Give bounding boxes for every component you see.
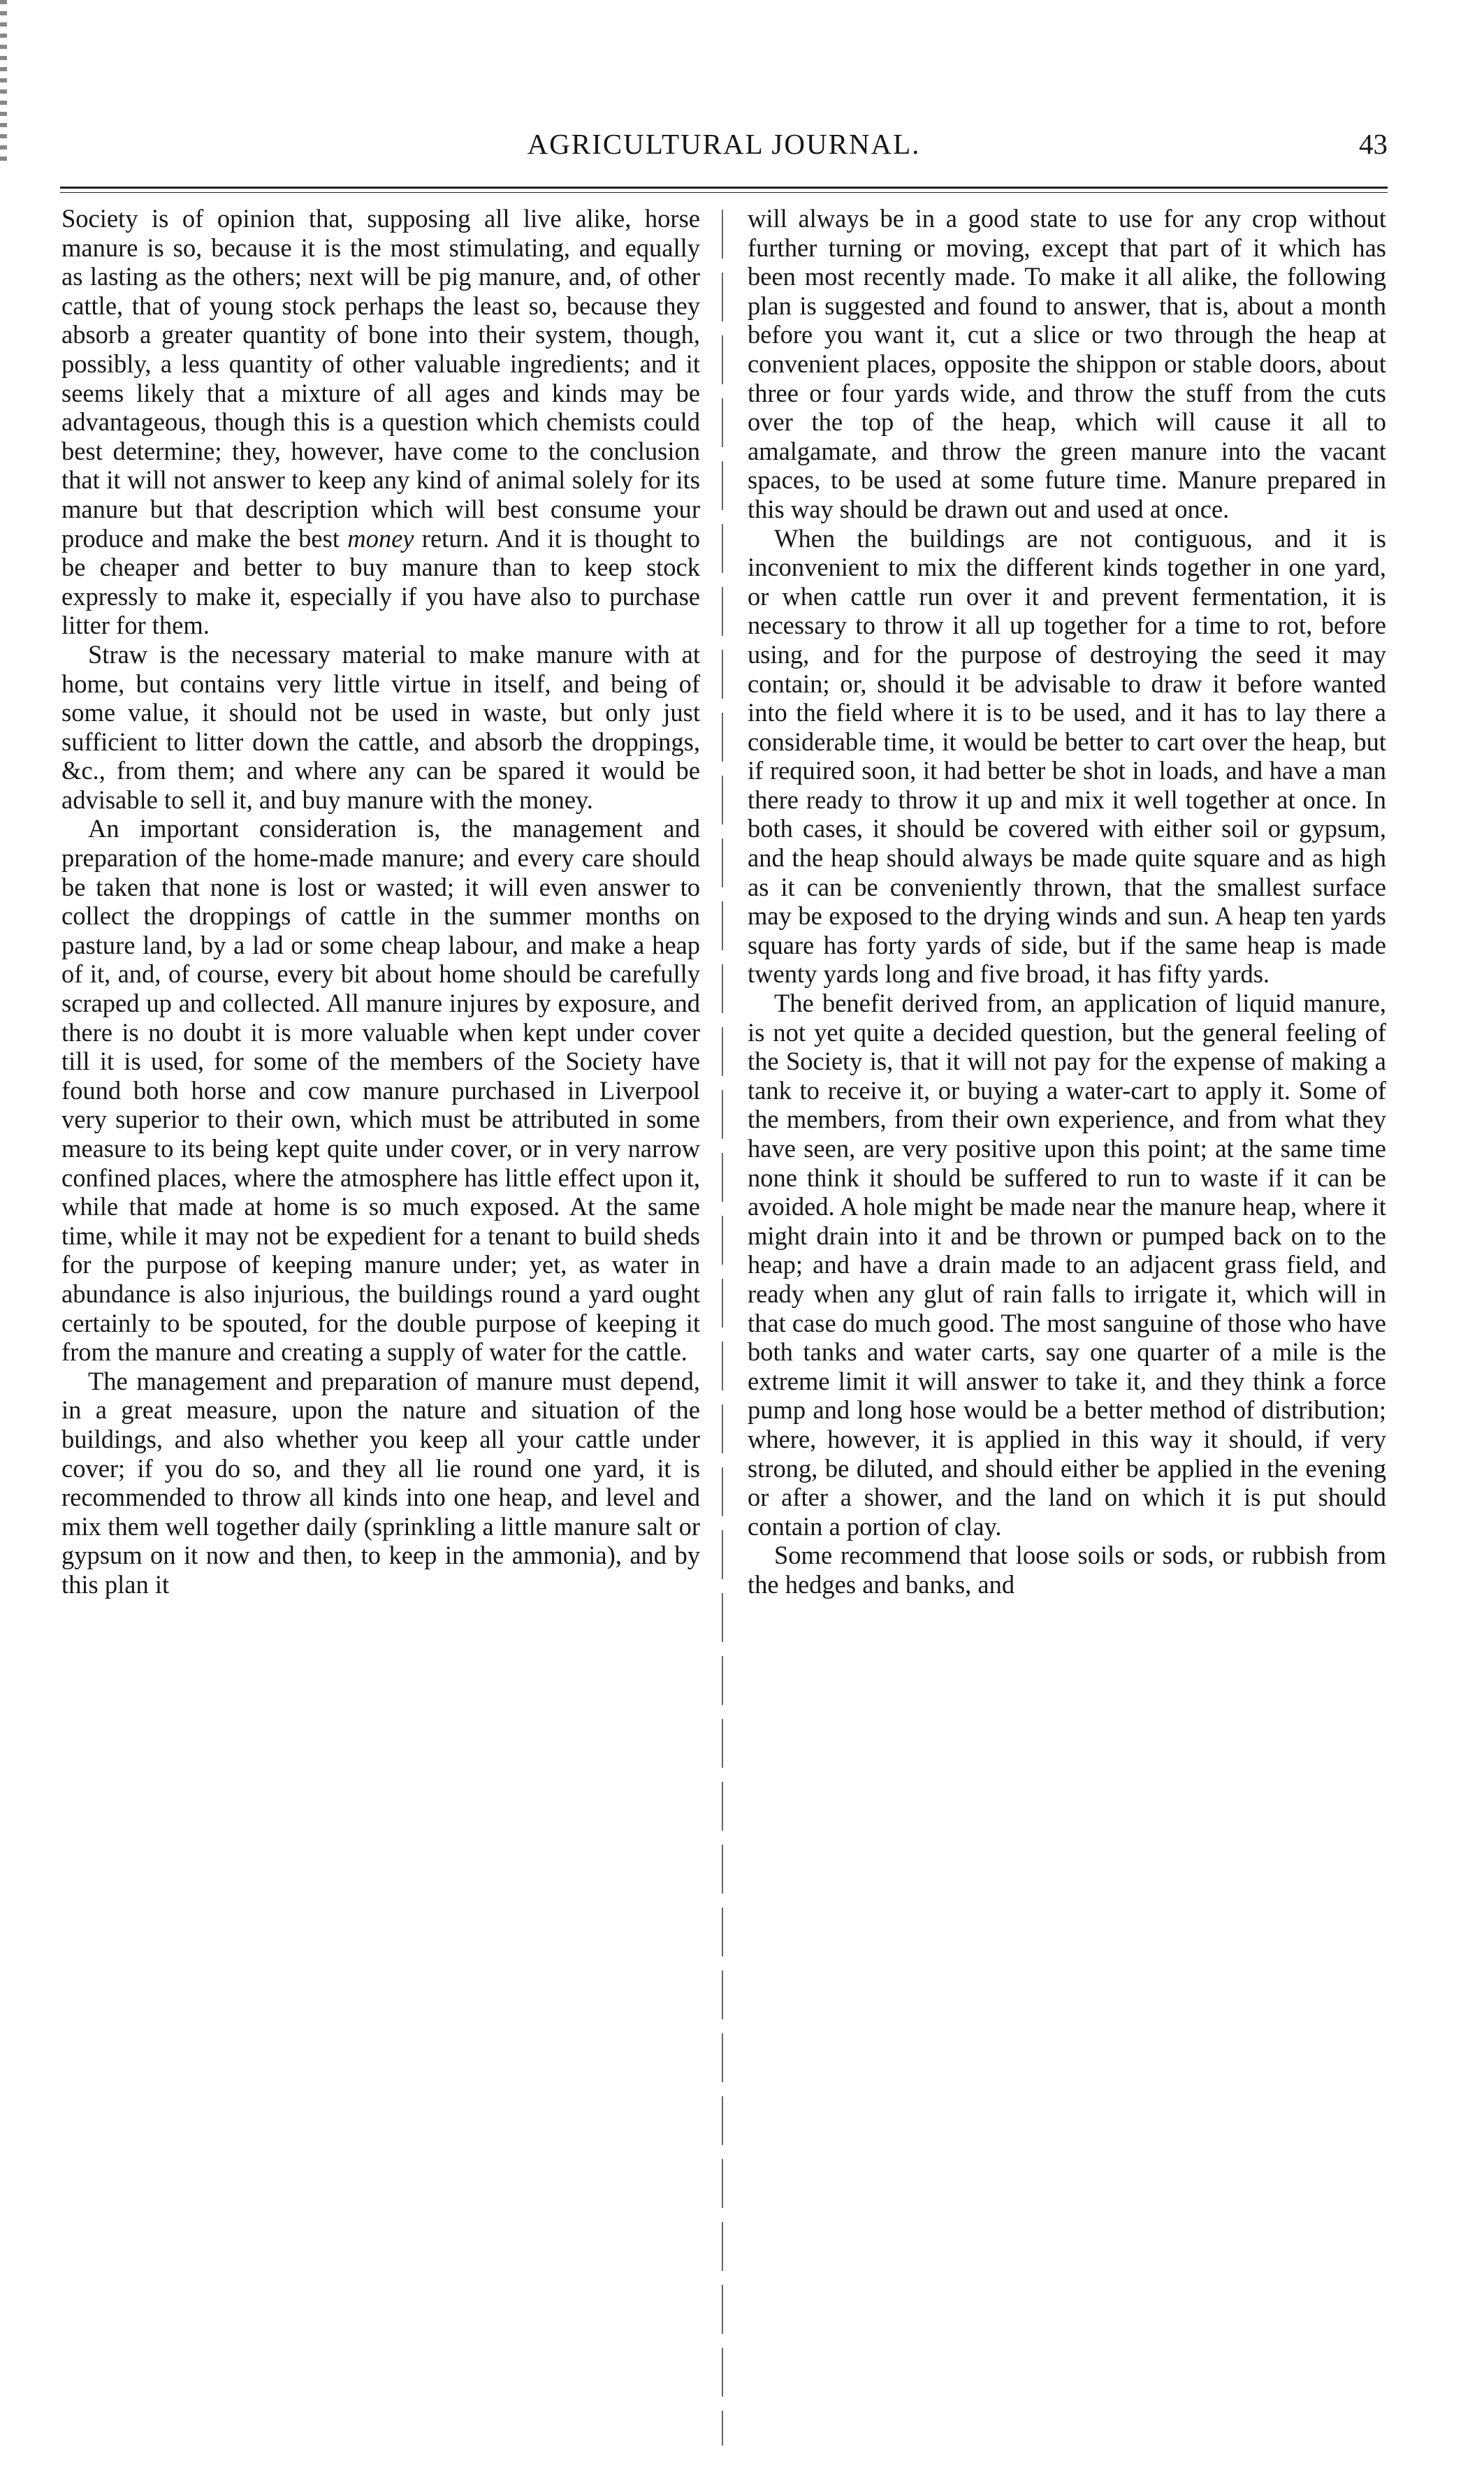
running-title: AGRICULTURAL JOURNAL. <box>527 128 921 160</box>
left-column <box>61 204 700 2468</box>
paragraph: The benefit derived from, an application of liquid manure, is not yet quite a decided question, but the general feeling of the Society is, that it will not pay for the expense of making a tank to receive it, or buying a water-cart to apply it. Some of the members, from their own experience, and from what they have seen, are very positive upon this point; at the same time none think it should be suffered to run to waste if it can be avoided. A hole might be made near the manure heap, where it might drain into it and be thrown or pumped back on to the heap; and have a drain made to an adjacent grass field, and ready when any glut of rain falls to irrigate it, which will in that case do much good. The most sanguine of those who have both tanks and water carts, say one quarter of a mile is the extreme limit it will answer to take it, and they think a force pump and long hose would be a better method of distribution; where, however, it is applied in this way it should, if very strong, be diluted, and should either be applied in the evening or after a shower, and the land on which it is put should contain a portion of clay. <box>748 989 1386 1541</box>
emphasized-word: money <box>347 523 414 553</box>
paragraph <box>61 204 700 640</box>
header-rule <box>60 187 1388 189</box>
paragraph-text: Society is of opinion that, supposing all live alike, horse manure is so, because it is the most stimulating, and equally as lasting as the others; next will be pig manure, and, of other cattle, that of young stock perhaps the least so, because they absorb a greater quantity of bone into their system, though, possibly, a less quantity of other valuable ingredients; and it seems likely that a mixture of all ages and kinds may be advantageous, though this is a question which chemists could best determine; they, however, have come to the conclusion that it will not answer to keep any kind of animal solely for its manure but that description which will best consume your produce and make the best <box>61 204 700 553</box>
binding-edge-mark <box>0 0 7 161</box>
paragraph: When the buildings are not contiguous, and it is inconvenient to mix the different kinds together in one yard, or when cattle run over it and prevent fermentation, it is necessary to throw it all up together for a time to rot, before using, and for the purpose of destroying the seed it may contain; or, should it be advisable to draw it before wanted into the field where it is to be used, and it has to lay there a considerable time, it would be better to cart over the heap, but if required soon, it had better be shot in loads, and have a man there ready to throw it up and mix it well together at once. In both cases, it should be covered with either soil or gypsum, and the heap should always be made quite square and as high as it can be conveniently thrown, that the smallest surface may be exposed to the drying winds and sun. A heap ten yards square has forty yards of side, but if the same heap is made twenty yards long and five broad, it has fifty yards. <box>748 523 1386 989</box>
paragraph-text: return. And it is thought to be cheaper and better to buy manure than to keep stock expressly to make it, especially if you have also to purchase litter for them. <box>61 523 700 640</box>
right-column <box>748 204 1386 2468</box>
column-divider <box>722 210 723 2446</box>
paragraph: An important consideration is, the management and preparation of the home-made manure; and every care should be taken that none is lost or wasted; it will even answer to collect the droppings of cattle in the summer months on pasture land, by a lad or some cheap labour, and make a heap of it, and, of course, every bit about home should be carefully scraped up and collected. All manure injures by exposure, and there is no doubt it is more valuable when kept under cover till it is used, for some of the members of the Society have found both horse and cow manure purchased in Liverpool very superior to their own, which must be attributed in some measure to its being kept quite under cover, or in very narrow confined places, where the atmosphere has little effect upon it, while that made at home is so much exposed. At the same time, while it may not be expedient for a tenant to build sheds for the purpose of keeping manure under; yet, as water in abundance is also injurious, the buildings round a yard ought certainly to be spouted, for the double purpose of keeping it from the manure and creating a supply of water for the cattle. <box>61 814 700 1367</box>
paragraph: The management and preparation of manure must depend, in a great measure, upon the nature and situation of the buildings, and also whether you keep all your cattle under cover; if you do so, and they all lie round one yard, it is recommended to throw all kinds into one heap, and level and mix them well together daily (sprinkling a little manure salt or gypsum on it now and then, to keep in the ammonia), and by this plan it <box>61 1366 700 1599</box>
paragraph: will always be in a good state to use for any crop without further turning or moving, except that part of it which has been most recently made. To make it all alike, the following plan is suggested and found to answer, that is, about a month before you want it, cut a slice or two through the heap at convenient places, opposite the shippon or stable doors, about three or four yards wide, and throw the stuff from the cuts over the top of the heap, which will cause it all to amalgamate, and throw the green manure into the vacant spaces, to be used at some future time. Manure prepared in this way should be drawn out and used at once. <box>748 204 1386 523</box>
page-number: 43 <box>1359 128 1388 160</box>
paragraph: Straw is the necessary material to make manure with at home, but contains very little virtue in itself, and being of some value, it should not be used in waste, but only just sufficient to litter down the cattle, and absorb the droppings, &c., from them; and where any can be spared it would be advisable to sell it, and buy manure with the money. <box>61 639 700 814</box>
header-rule-thin <box>60 192 1388 193</box>
paragraph: Some recommend that loose soils or sods, or rubbish from the hedges and banks, and <box>748 1541 1386 1599</box>
page-header <box>60 127 1388 169</box>
